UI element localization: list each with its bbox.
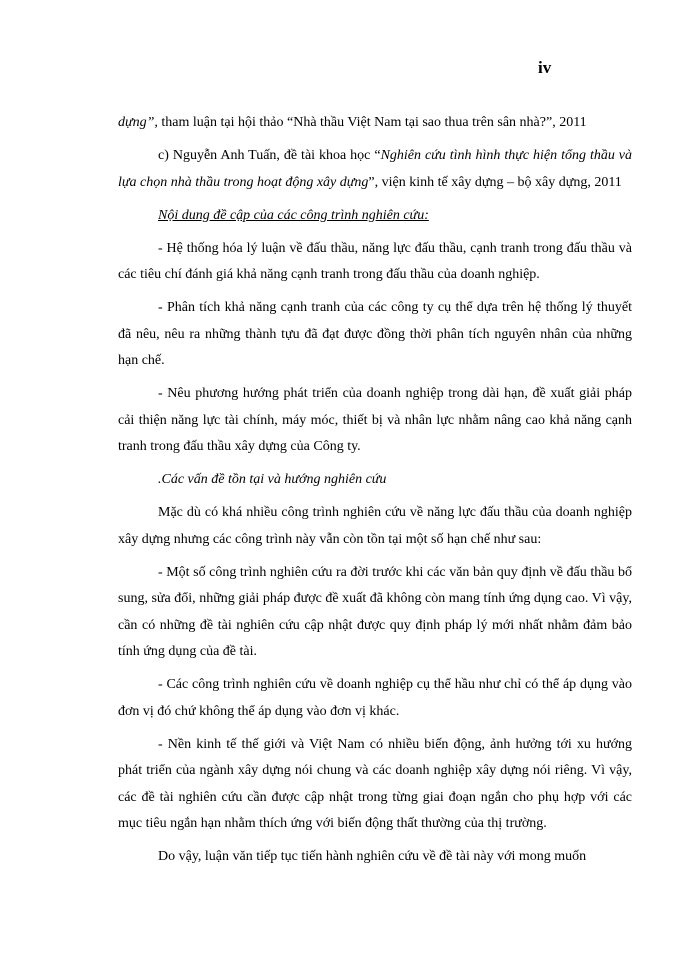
reference-b-rest: tham luận tại hội thảo “Nhà thầu Việt Nam tại sao thua trên sân nhà?”, 2011 bbox=[157, 115, 587, 130]
list-item: - Các công trình nghiên cứu về doanh nghiệp cụ thể hầu như chỉ có thể áp dụng vào đơn vị đó chứ không thể áp dụng vào đơn vị khác. bbox=[118, 677, 632, 719]
list-item: - Phân tích khả năng cạnh tranh của các công ty cụ thể dựa trên hệ thống lý thuyết đã nêu, nêu ra những thành tựu đã đạt được đồng thời phân tích nguyên nhân của những hạn chế. bbox=[118, 300, 632, 368]
section-heading-issues: .Các vấn đề tồn tại và hướng nghiên cứu bbox=[158, 472, 387, 487]
reference-c-title: Nghiên cứu tình hình thực hiện tổng thầu và lựa chọn nhà thầu trong hoạt động xây dựng bbox=[118, 148, 632, 190]
list-item: - Nêu phương hướng phát triển của doanh nghiệp trong dài hạn, đề xuất giải pháp cải thiện năng lực tài chính, máy móc, thiết bị và nhân lực nhằm nâng cao khả năng cạnh tranh trong đấu thầu xây dựng của Công ty. bbox=[118, 386, 632, 454]
reference-c-suffix: ”, viện kinh tế xây dựng – bộ xây dựng, 2011 bbox=[368, 174, 622, 190]
document-body bbox=[118, 110, 632, 877]
paragraph-closing: Do vậy, luận văn tiếp tục tiến hành nghiên cứu về đề tài này với mong muốn bbox=[158, 849, 587, 864]
reference-c-prefix: c) Nguyễn Anh Tuấn, đề tài khoa học “ bbox=[158, 148, 381, 163]
list-item: - Nền kinh tế thế giới và Việt Nam có nhiều biến động, ảnh hưởng tới xu hướng phát triển của ngành xây dựng nói chung và các doanh nghiệp xây dựng nói riêng. Vì vậy, các đề tài nghiên cứu cần được cập nhật trong từng giai đoạn ngắn cho phụ hợp với các mục tiêu ngắn hạn nhằm thích ứng với biến động thất thường của thị trường. bbox=[118, 736, 632, 831]
section-heading-content: Nội dung đề cập của các công trình nghiên cứu: bbox=[158, 207, 429, 223]
list-item: - Một số công trình nghiên cứu ra đời trước khi các văn bản quy định về đấu thầu bổ sung, sửa đổi, những giải pháp được đề xuất đã không còn mang tính ứng dụng cao. Vì vậy, cần có những đề tài nghiên cứu cập nhật được quy định pháp lý mới nhất nhằm đảm bảo tính ứng dụng của đề tài. bbox=[118, 564, 632, 659]
reference-b-continuation bbox=[118, 110, 632, 137]
reference-c bbox=[118, 143, 632, 196]
page-number: iv bbox=[538, 58, 552, 77]
paragraph-intro: Mặc dù có khá nhiều công trình nghiên cứu về năng lực đấu thầu của doanh nghiệp xây dựng nhưng các công trình này vẫn còn tồn tại một số hạn chế như sau: bbox=[118, 505, 632, 547]
list-item: - Hệ thống hóa lý luận về đấu thầu, năng lực đấu thầu, cạnh tranh trong đấu thầu và các tiêu chí đánh giá khả năng cạnh tranh trong đấu thầu của doanh nghiệp. bbox=[118, 240, 632, 282]
reference-b-italic: dựng”, bbox=[118, 115, 158, 130]
